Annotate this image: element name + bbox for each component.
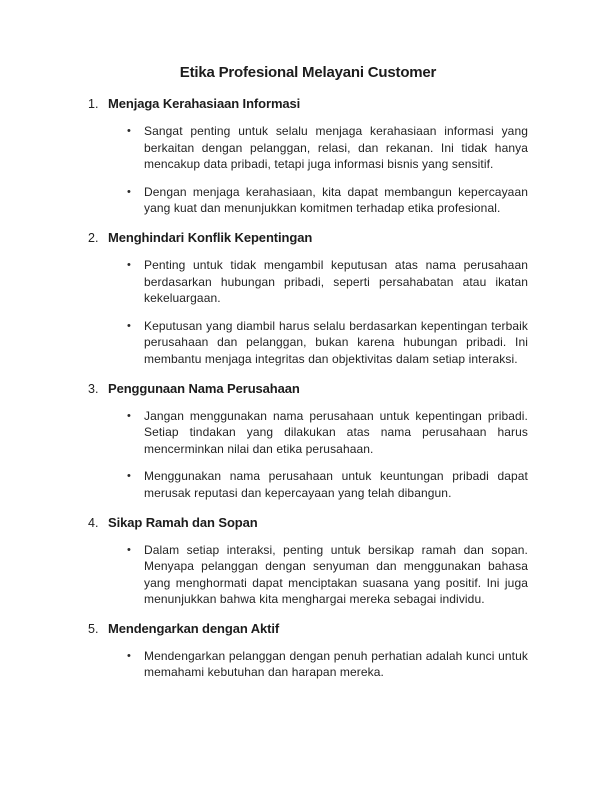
numbered-section <box>88 514 528 608</box>
numbered-section <box>88 229 528 368</box>
section-number: 2. <box>88 230 99 245</box>
bullet-text: Jangan menggunakan nama perusahaan untuk kepentingan pribadi. Setiap tindakan yang dilakukan atas nama perusahaan harus mencerminkan nilai dan etika perusahaan. <box>144 408 528 456</box>
bullet-text: Dalam setiap interaksi, penting untuk bersikap ramah dan sopan. Menyapa pelanggan dengan senyuman dan menggunakan bahasa yang menghormati dapat menciptakan suasana yang positif. Ini juga menunjukkan bahwa kita menghargai mereka sebagai individu. <box>144 542 528 607</box>
section-heading: Penggunaan Nama Perusahaan <box>108 380 300 396</box>
bullet-text: Mendengarkan pelanggan dengan penuh perhatian adalah kunci untuk memahami kebutuhan dan harapan mereka. <box>144 648 528 680</box>
section-heading-row <box>88 380 528 398</box>
bullet-text: Dengan menjaga kerahasiaan, kita dapat membangun kepercayaan yang kuat dan menunjukkan komitmen terhadap etika profesional. <box>144 184 528 216</box>
section-heading-row <box>88 229 528 247</box>
section-number: 1. <box>88 97 99 111</box>
bullet-text: Menggunakan nama perusahaan untuk keuntungan pribadi dapat merusak reputasi dan kepercayaan yang telah dibangun. <box>144 469 528 500</box>
section-heading-row <box>88 514 528 532</box>
section-heading-row <box>88 620 528 638</box>
section-number: 3. <box>88 381 99 396</box>
bullet-icon: • <box>127 649 131 662</box>
list-item <box>88 123 528 173</box>
bullet-text: Sangat penting untuk selalu menjaga kerahasiaan informasi yang berkaitan dengan pelanggan, relasi, dan rekanan. Ini tidak hanya mencakup data pribadi, tetapi juga informasi bisnis yang sensitif. <box>144 124 528 172</box>
bullet-text: Keputusan yang diambil harus selalu berdasarkan kepentingan terbaik perusahaan dan pelanggan, bukan karena hubungan pribadi. Ini membantu menjaga integritas dan objektivitas dalam setiap interaksi. <box>144 318 528 366</box>
section-number: 5. <box>88 621 99 636</box>
bullet-icon: • <box>127 409 131 422</box>
section-heading: Mendengarkan dengan Aktif <box>108 620 280 636</box>
numbered-section <box>88 95 528 217</box>
list-item <box>88 184 528 217</box>
bullet-icon: • <box>127 185 131 198</box>
list-item <box>88 542 528 608</box>
numbered-section <box>88 380 528 502</box>
document-title: Etika Profesional Melayani Customer <box>179 64 437 81</box>
section-heading: Menghindari Konflik Kepentingan <box>108 229 313 245</box>
bullet-icon: • <box>127 470 131 483</box>
list-item <box>88 318 528 368</box>
bullet-icon: • <box>127 125 131 137</box>
list-item <box>88 468 528 501</box>
section-heading-row <box>88 95 528 113</box>
numbered-section <box>88 620 528 681</box>
section-heading: Menjaga Kerahasiaan Informasi <box>108 96 301 111</box>
bullet-text: Penting untuk tidak mengambil keputusan atas nama perusahaan berdasarkan hubungan pribadi, seperti persahabatan atau ikatan kekeluargaan. <box>144 257 528 306</box>
bullet-icon: • <box>127 258 131 271</box>
list-item <box>88 408 528 458</box>
bullet-icon: • <box>127 319 131 332</box>
section-number: 4. <box>88 515 99 530</box>
list-item <box>88 257 528 307</box>
list-item <box>88 648 528 681</box>
bullet-icon: • <box>127 543 131 556</box>
section-heading: Sikap Ramah dan Sopan <box>108 514 258 530</box>
